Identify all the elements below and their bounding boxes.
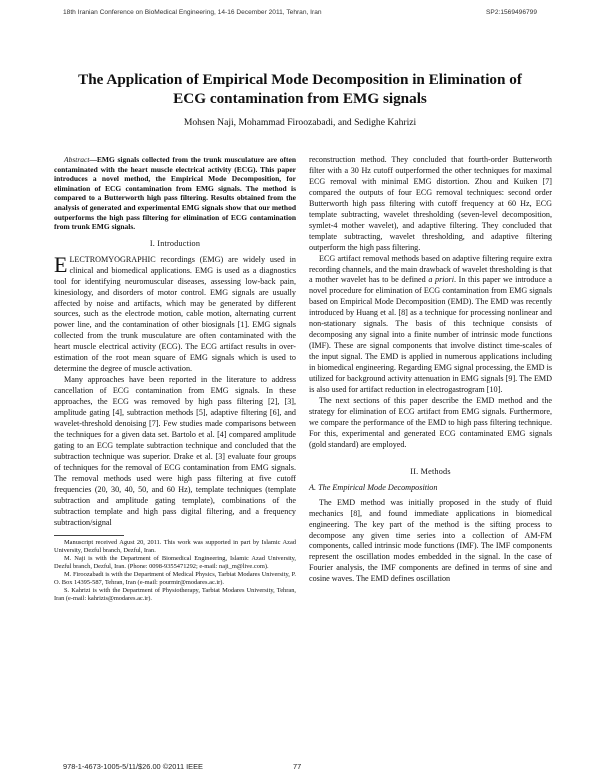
author-list: Mohsen Naji, Mohammad Firoozabadi, and Sedighe Kahrizi: [183, 117, 417, 128]
footnote-received: Manuscript received Agust 20, 2011. This work was supported in part by Islamic Azad University, Dezful branch, Dezful, Iran.: [54, 538, 296, 554]
abstract: [54, 155, 296, 232]
right-paragraph-2: [309, 254, 552, 396]
paper-id: SP2:1569496799: [486, 9, 537, 16]
running-header: [63, 9, 537, 21]
footnote-firoozabadi: M. Firoozabadi is with the Department of Medical Physics, Tarbiat Modares University, P. O. Box 14395-587, Tehran, Iran (e-mail: pourmir@modares.ac.ir).: [54, 570, 296, 586]
left-column: [54, 155, 296, 603]
right-paragraph-1: reconstruction method. They concluded that fourth-order Butterworth filter with a 30 Hz cutoff outperformed the other techniques for maximal ECG removal with minimal EMG distortion. Zhou and Kuiken [7] compared the outputs of four ECG removal techniques: second order Butterworth high pass filtering with cutoff frequency at 60 Hz, ECG template subtracting, wavelet thresholding (seven-level decomposition, symlet-4 mother wavelet), and adaptive filtering. They concluded that template subtracting, wavelet thresholding, and adaptive filtering outperform the high pass filtering.: [309, 155, 552, 252]
footnote-kahrizi: S. Kahrizi is with the Department of Physiotherapy, Tarbiat Modares University, Tehran, Iran (e-mail: kahrizis@modares.ac.ir).: [54, 587, 296, 603]
right-column: [309, 155, 552, 585]
emd-subheading: A. The Empirical Mode Decomposition: [309, 482, 438, 492]
abstract-text: —EMG signals collected from the trunk musculature are often contaminated with the heart muscle electrical activity (ECG). This paper introduces a novel method, the Empirical Mode Decomposition, for elimination of ECG contamination from EMG signals. The method is compared to a Butterworth high pass filtering. Results obtained from the analysis of generated and experimental EMG signals show that our method outperforms the high pass filtering for elimination of ECG contamination from trunk EMG signals.: [54, 155, 296, 232]
drop-cap: E: [54, 251, 68, 277]
methods-paragraph-1: The EMD method was initially proposed in the study of fluid mechanics [8], and found immediate applications in biomedical engineering. The key part of the method is the sifting process to decompose any given time series into a collection of AM-FM components, called intrinsic mode functions (IMF). The IMF components represent the oscillation modes embedded in the signal. In the case of Fourier analysis, the IMF components are defined in terms of sine and cosine waves. The EMD defines oscillation: [309, 497, 552, 584]
abstract-label: Abstract: [64, 155, 90, 164]
right-paragraph-3: The next sections of this paper describe the EMD method and the strategy for elimination of ECG artifact from EMG signals. Furthermore, we compare the performance of the EMD to high pass filtering technique. For this, experimental and generated ECG contaminated EMG signals (gold standard) are employed.: [309, 395, 552, 449]
methods-heading: II. Methods: [410, 466, 451, 476]
footnote-rule: [54, 535, 124, 536]
intro-paragraph-2: Many approaches have been reported in the literature to address cancellation of ECG contamination from EMG signals. In these approaches, the ECG was removed by high pass filtering [2], [3], amplitude gating [4], subtraction methods [5], adaptive filtering [6], and wavelet-threshold denoising [7]. Few studies made comparisons between the techniques for a given data set. Bartolo et al. [4] compared amplitude gating to an ECG template subtraction technique and concluded that the subtraction technique was superior. Drake et al. [3] evaluate four groups of techniques for the removal of ECG contamination from EMG signals. The removal methods used were high pass filtering at five cutoff frequencies (20, 30, 40, 50, and 60 Hz), template techniques (template subtraction and amplitude gating template), combinations of the subtraction template and high pass digital filtering, and a frequency subtraction/signal: [54, 375, 296, 527]
right-paragraph-2a: ECG artifact removal methods based on adaptive filtering require extra recording channels, and the main drawback of wavelet thresholding is that a mother wavelet has to be defined: [309, 253, 552, 285]
isbn-copyright: 978-1-4673-1005-5/11/$26.00 ©2011 IEEE: [63, 762, 203, 771]
intro-paragraph-1: [54, 251, 296, 375]
footnote-naji: M. Naji is with the Department of Biomedical Engineering, Islamic Azad University, Dezful branch, Dezful, Iran. (Phone: 0098-9355471292; e-mail: naji_m@live.com).: [54, 554, 296, 570]
conference-name: 18th Iranian Conference on BioMedical Engineering, 14-16 December 2011, Tehran, Iran: [63, 9, 322, 16]
right-paragraph-2b: . In this paper we introduce a novel procedure for elimination of ECG contamination from EMG signals based on Empirical Mode Decomposition (EMD). The EMD was recently introduced by Huang et al. [8] as a technique for processing nonlinear and non-stationary signals. The basis of this technique consists of decomposing any signal into a finite number of intrinsic mode functions (IMF). These are signal components that involve distinct time-scales of the input signal. The EMD is applied in numerous applications including in biomedical engineering. Regarding EMG signal processing, the EMD is utilized for background activity attenuation in EMG signals [9]. The EMD is also used for artifact reduction in electrogastrogram [10].: [309, 275, 552, 395]
introduction-heading: I. Introduction: [149, 238, 201, 248]
paper-title: The Application of Empirical Mode Decomposition in Elimination of ECG contamination from EMG signals: [78, 71, 522, 107]
page-number: 77: [293, 762, 302, 771]
intro-paragraph-1-text: LECTROMYOGRAPHIC recordings (EMG) are widely used in clinical and biomedical applications. EMG is used as a diagnostics tool for identifying neuromuscular diseases, assessing low-back pain, kinesiology, and disorders of motor control. EMG signals are usually affected by noise and artifacts, which may be generated by different sources, such as the electrode motion, cable motion, alternating current power line, and the contamination of other biosignals [1]. EMG signals collected from the trunk musculature are often contaminated with the heart muscle electrical activity (ECG). The ECG artifact results in over-estimation of the root mean square of EMG signals which is used to determine the degree of muscle activation.: [54, 254, 296, 374]
a-priori-italic: a priori: [428, 275, 454, 285]
